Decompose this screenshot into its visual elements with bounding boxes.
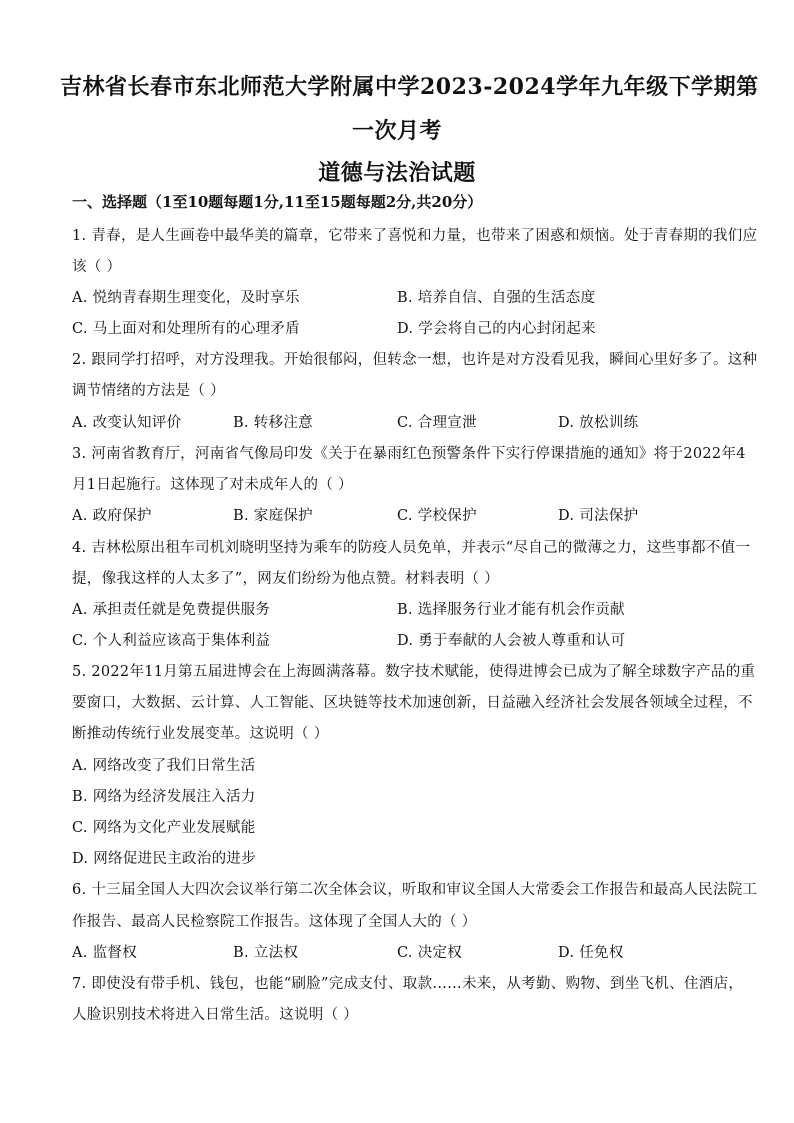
option-c: C. 个人利益应该高于集体利益: [72, 633, 271, 649]
question-text: 调节情绪的方法是（ ）: [72, 383, 225, 399]
question-text: 5. 2022年11月第五届进博会在上海圆满落幕。数字技术赋能，使得进博会已成为了解全球数字产品的重: [72, 664, 756, 680]
option-d: D. 勇于奉献的人会被人尊重和认可: [397, 633, 626, 649]
option-a: A. 承担责任就是免费提供服务: [72, 602, 271, 618]
question-text: 1. 青春，是人生画卷中最华美的篇章，它带来了喜悦和力量，也带来了困惑和烦恼。处于青春期的我们应: [72, 228, 758, 244]
question-text: 断推动传统行业发展变革。这说明（ ）: [72, 726, 329, 742]
option-b: B. 网络为经济发展注入活力: [72, 789, 256, 805]
exam-title-line2: 一次月考: [351, 118, 442, 144]
option-a: A. 监督权: [72, 945, 137, 961]
option-b: B. 转移注意: [233, 415, 313, 431]
question-text: 该（ ）: [72, 259, 122, 275]
question-text: 3. 河南省教育厅，河南省气像局印发《关于在暴雨红色预警条件下实行停课措施的通知》将于2022年4: [72, 446, 746, 462]
section-heading: 一、选择题（1至10题每题1分,11至15题每题2分,共20分）: [72, 193, 483, 211]
question-text: 4. 吉林松原出租车司机刘晓明坚持为乘车的防疫人员免单，并表示“尽自己的微薄之力，这些事都不值一: [72, 540, 751, 556]
question-text: 2. 跟同学打招呼，对方没理我。开始很郁闷，但转念一想，也许是对方没看见我，瞬间心里好多了。这种: [72, 352, 758, 368]
option-a: A. 悦纳青春期生理变化，及时享乐: [72, 290, 300, 306]
option-c: C. 学校保护: [397, 508, 477, 524]
option-a: A. 政府保护: [72, 508, 152, 524]
option-d: D. 学会将自己的内心封闭起来: [397, 321, 596, 337]
option-d: D. 任免权: [558, 945, 624, 961]
question-text: 要窗口，大数据、云计算、人工智能、区块链等技术加速创新，日益融入经济社会发展各领域全过程，不: [72, 695, 753, 711]
option-b: B. 培养自信、自强的生活态度: [397, 290, 596, 306]
option-b: B. 立法权: [233, 945, 299, 961]
question-text: 提，像我这样的人太多了”，网友们纷纷为他点赞。材料表明（ ）: [72, 571, 500, 587]
question-text: 作报告、最高人民检察院工作报告。这体现了全国人大的（ ）: [72, 914, 477, 930]
option-a: A. 改变认知评价: [72, 415, 182, 431]
question-text: 6. 十三届全国人大四次会议举行第二次全体会议，听取和审议全国人大常委会工作报告和最高人民法院工: [72, 882, 758, 898]
question-text: 人脸识别技术将进入日常生活。这说明（ ）: [72, 1007, 359, 1023]
option-a: A. 网络改变了我们日常生活: [72, 758, 256, 774]
question-text: 7. 即使没有带手机、钱包，也能“刷脸”完成支付、取款……未来，从考勤、购物、到坐飞机、住酒店，: [72, 976, 744, 992]
question-text: 月1日起施行。这体现了对未成年人的（ ）: [72, 477, 353, 493]
subject-title: 道德与法治试题: [318, 160, 476, 186]
option-b: B. 家庭保护: [233, 508, 313, 524]
option-d: D. 网络促进民主政治的进步: [72, 851, 257, 867]
option-d: D. 放松训练: [558, 415, 639, 431]
option-c: C. 合理宣泄: [397, 415, 477, 431]
option-c: C. 马上面对和处理所有的心理矛盾: [72, 321, 300, 337]
option-c: C. 决定权: [397, 945, 463, 961]
exam-title-line1: 吉林省长春市东北师范大学附属中学2023-2024学年九年级下学期第: [60, 74, 759, 100]
option-d: D. 司法保护: [558, 508, 639, 524]
option-c: C. 网络为文化产业发展赋能: [72, 820, 256, 836]
option-b: B. 选择服务行业才能有机会作贡献: [397, 602, 625, 618]
